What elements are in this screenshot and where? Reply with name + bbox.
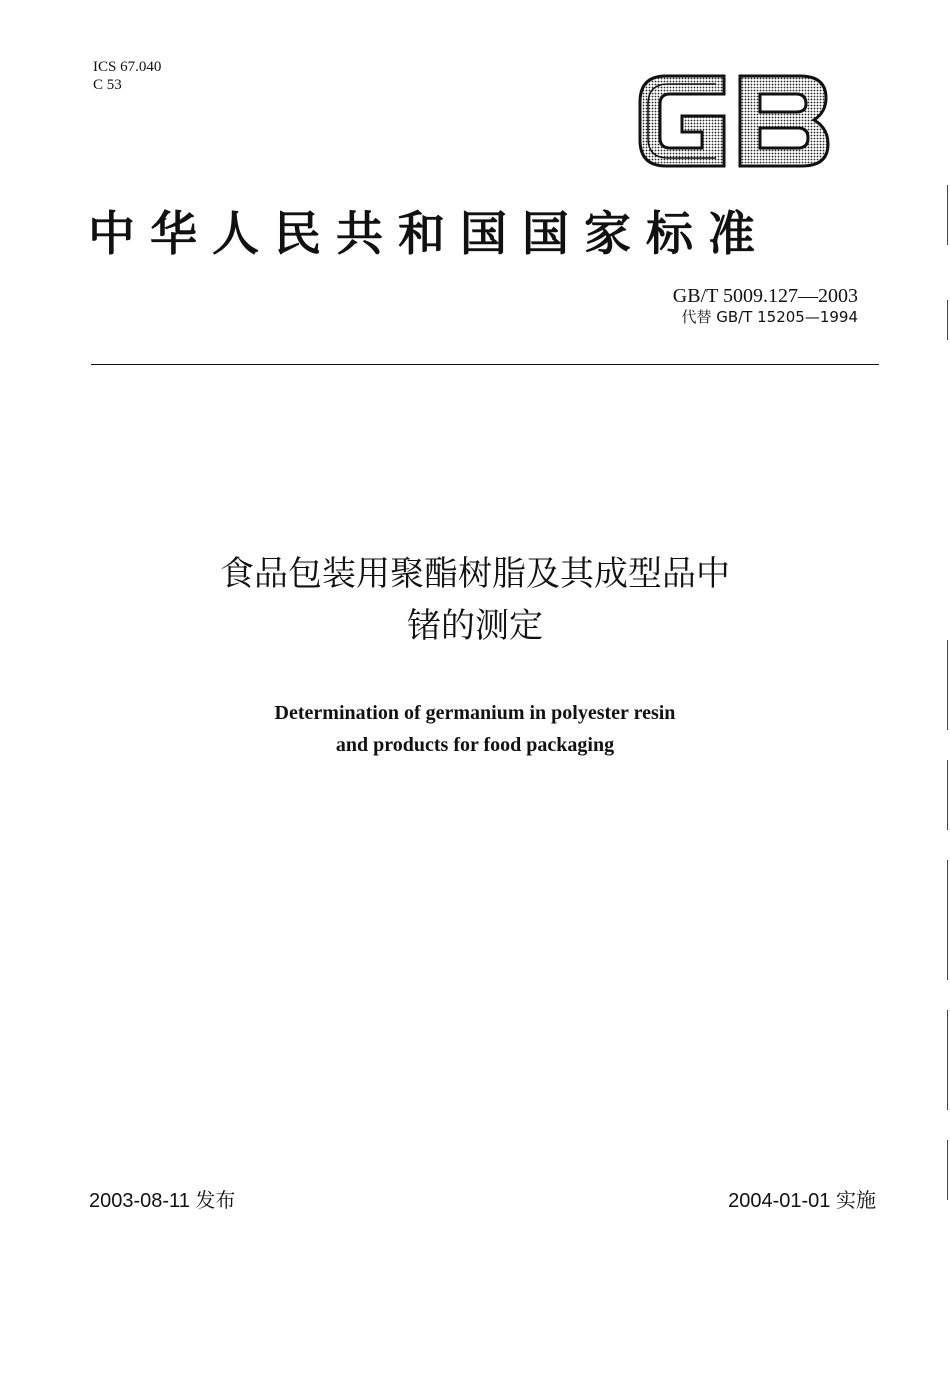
issue-date-block [89,1184,235,1213]
header-divider [91,364,879,365]
standard-number: GB/T 5009.127—2003 [672,285,858,307]
ics-code: ICS 67.040 [93,59,162,75]
ccs-code: C 53 [93,77,122,93]
english-title-line1: Determination of germanium in polyester resin [274,702,676,724]
classification-codes [93,58,161,94]
scan-edge-marks [942,0,950,1392]
issue-date: 2003-08-11 [89,1190,190,1212]
effective-label: 实施 [836,1188,876,1212]
english-title [0,697,950,761]
standard-number-block [673,284,858,326]
gb-logo [636,68,832,174]
issue-label: 发布 [195,1188,236,1212]
effective-date-block [728,1184,876,1213]
replaces-standard: 代替 GB/T 15205—1994 [681,308,858,326]
national-standard-title: 中华人民共和国国家标准 [88,207,770,262]
chinese-title-line1: 食品包装用聚酯树脂及其成型品中 [220,554,730,594]
chinese-title-line2: 锗的测定 [407,606,543,646]
chinese-title [0,548,950,652]
english-title-line2: and products for food packaging [335,734,615,756]
effective-date: 2004-01-01 [728,1190,831,1212]
